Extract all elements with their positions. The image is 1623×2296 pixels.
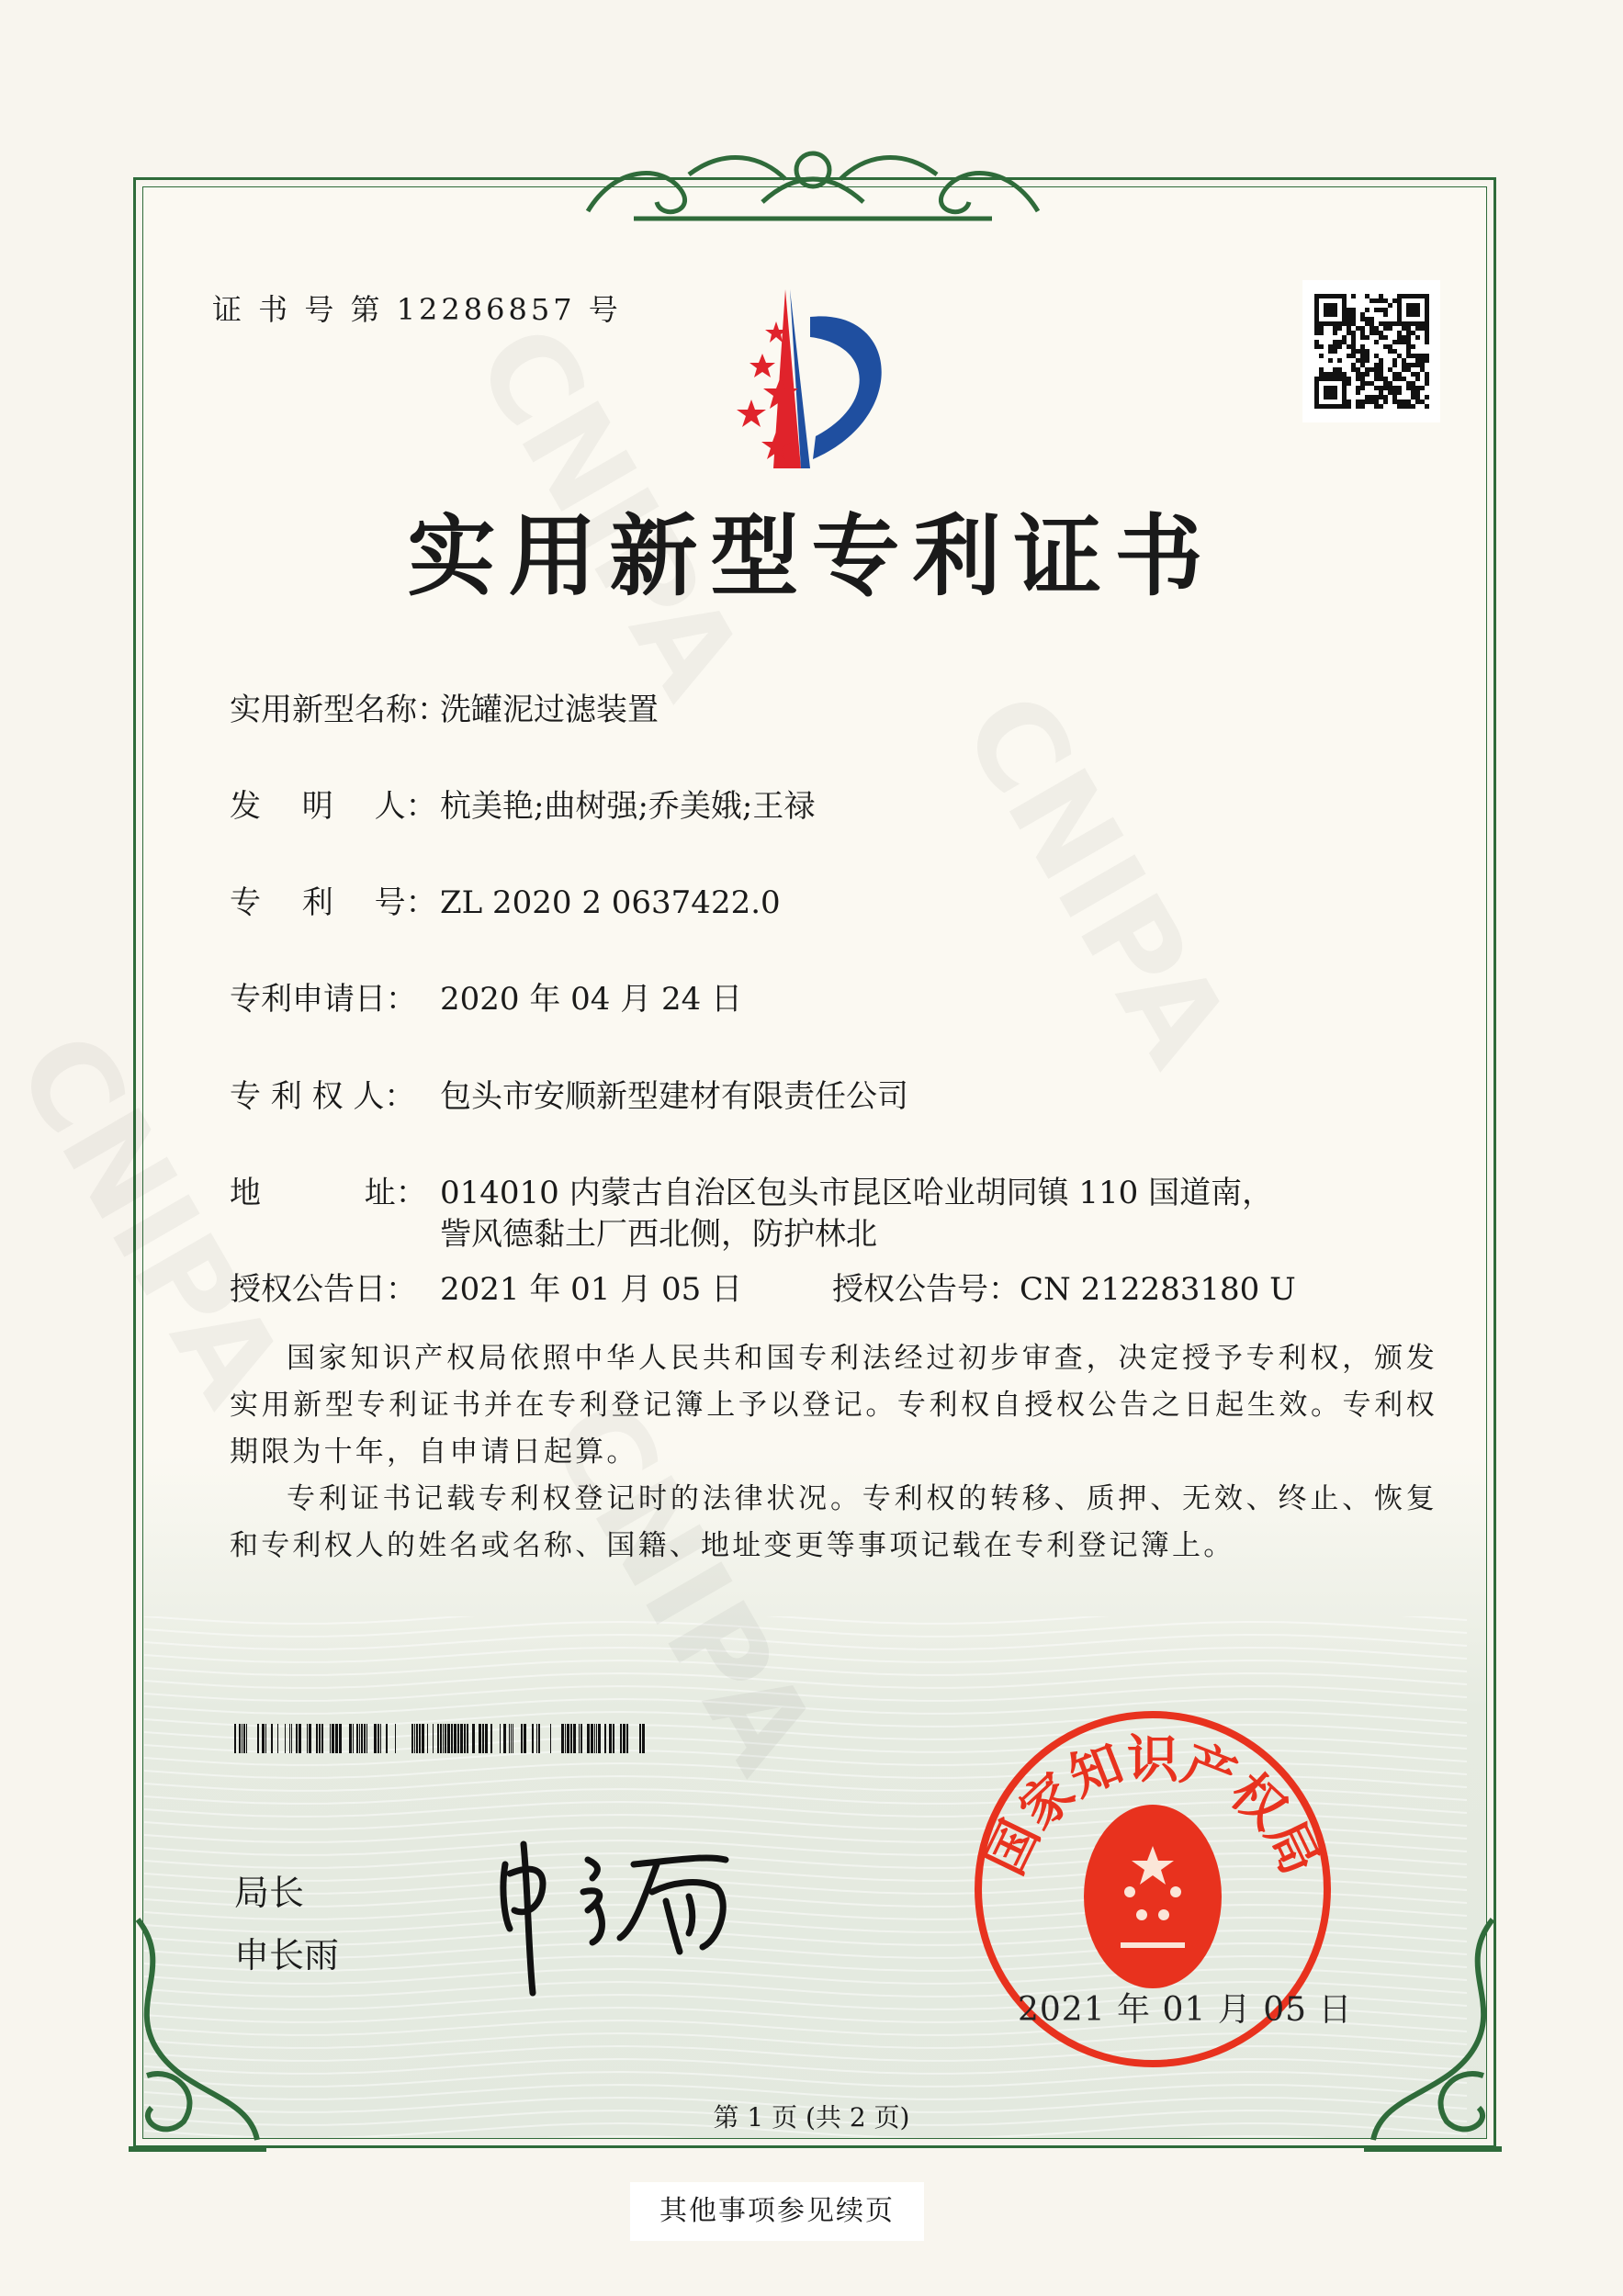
barcode-bar bbox=[411, 1724, 413, 1753]
barcode-bar bbox=[416, 1724, 418, 1753]
barcode-bar bbox=[437, 1724, 439, 1753]
barcode-bar bbox=[339, 1724, 342, 1753]
barcode-bar bbox=[378, 1724, 379, 1753]
signatory-title: 局长 bbox=[234, 1873, 305, 1913]
field-value: 014010 内蒙古自治区包头市昆区哈业胡同镇 110 国道南， bbox=[440, 1175, 1274, 1211]
barcode-bar bbox=[366, 1724, 367, 1753]
field-label: 地 址： bbox=[230, 1175, 427, 1211]
signature bbox=[496, 1837, 845, 2002]
page-number: 第 1 页 (共 2 页) bbox=[713, 2102, 910, 2133]
statement-paragraph: 专利证书记载专利权登记时的法律状况。专利权的转移、质押、无效、终止、恢复和专利权人的姓名或名称、国籍、地址变更等事项记载在专利登记簿上。 bbox=[230, 1482, 1437, 1562]
barcode-bar bbox=[536, 1724, 537, 1753]
field-label: 授权公告日： bbox=[230, 1271, 417, 1308]
barcode-bar bbox=[307, 1724, 308, 1753]
barcode-bar bbox=[299, 1724, 301, 1753]
field-inventors bbox=[230, 781, 815, 826]
barcode-bar bbox=[321, 1724, 323, 1753]
barcode-bar bbox=[573, 1724, 576, 1753]
barcode-bar bbox=[500, 1724, 501, 1753]
barcode-bar bbox=[490, 1724, 492, 1753]
barcode-bar bbox=[511, 1724, 512, 1753]
barcode-bar bbox=[289, 1724, 290, 1753]
barcode-bar bbox=[262, 1724, 265, 1753]
barcode-bar bbox=[440, 1724, 442, 1753]
barcode-bar bbox=[609, 1724, 612, 1753]
barcode-bar bbox=[419, 1724, 421, 1753]
barcode-bar bbox=[565, 1724, 566, 1753]
barcode-bar bbox=[567, 1724, 569, 1753]
field-label: 实用新型名称： bbox=[230, 692, 448, 728]
barcode-bar bbox=[579, 1724, 580, 1753]
seal-text: 国家知识产权局 bbox=[975, 1730, 1331, 1885]
field-value: 杭美艳;曲树强;乔美娥;王禄 bbox=[440, 788, 816, 825]
barcode-bar bbox=[386, 1724, 388, 1753]
field-address-line2: 訾风德黏土厂西北侧，防护林北 bbox=[440, 1216, 877, 1253]
field-patentee bbox=[230, 1071, 908, 1116]
field-label: 专 利 号： bbox=[230, 884, 437, 921]
barcode-bar bbox=[361, 1724, 363, 1753]
barcode-bar bbox=[234, 1724, 236, 1753]
barcode-bar bbox=[485, 1724, 488, 1753]
field-value: ZL 2020 2 0637422.0 bbox=[440, 884, 781, 921]
barcode-bar bbox=[626, 1724, 628, 1753]
field-grant-number bbox=[832, 1264, 1296, 1309]
field-address bbox=[230, 1167, 1273, 1212]
barcode-bar bbox=[509, 1724, 510, 1753]
barcode-bar bbox=[532, 1724, 534, 1753]
barcode-bar bbox=[422, 1724, 424, 1753]
barcode-bar bbox=[364, 1724, 366, 1753]
barcode-bar bbox=[332, 1724, 334, 1753]
barcode-bar bbox=[642, 1724, 645, 1753]
barcode-bar bbox=[472, 1724, 475, 1753]
barcode-bar bbox=[503, 1724, 506, 1753]
barcode-bar bbox=[349, 1724, 352, 1753]
barcode-bar bbox=[587, 1724, 590, 1753]
barcode-bar bbox=[445, 1724, 446, 1753]
barcode-bar bbox=[319, 1724, 321, 1753]
barcode-bar bbox=[271, 1724, 273, 1753]
barcode-bar bbox=[277, 1724, 278, 1753]
barcode-bar bbox=[257, 1724, 259, 1753]
field-patent-number bbox=[230, 877, 781, 922]
barcode-bar bbox=[353, 1724, 354, 1753]
field-value: 洗罐泥过滤装置 bbox=[440, 692, 659, 728]
barcode-bar bbox=[454, 1724, 456, 1753]
barcode-bar bbox=[460, 1724, 463, 1753]
field-label: 授权公告号： bbox=[832, 1271, 1020, 1308]
certificate-number: 证 书 号 第 12286857 号 bbox=[212, 292, 622, 327]
field-value: 2021 年 01 月 05 日 bbox=[440, 1271, 743, 1308]
barcode bbox=[234, 1724, 646, 1753]
barcode-bar bbox=[246, 1724, 247, 1753]
barcode-bar bbox=[296, 1724, 298, 1753]
certificate-statement bbox=[230, 1335, 1437, 1570]
barcode-bar bbox=[639, 1724, 641, 1753]
barcode-bar bbox=[291, 1724, 292, 1753]
barcode-bar bbox=[467, 1724, 468, 1753]
barcode-bar bbox=[447, 1724, 450, 1753]
seal-date: 2021 年 01 月 05 日 bbox=[1018, 1991, 1353, 2029]
barcode-bar bbox=[521, 1724, 523, 1753]
barcode-bar bbox=[482, 1724, 484, 1753]
barcode-bar bbox=[265, 1724, 266, 1753]
barcode-bar bbox=[309, 1724, 311, 1753]
barcode-bar bbox=[356, 1724, 358, 1753]
top-ornament bbox=[579, 138, 1047, 225]
barcode-bar bbox=[464, 1724, 466, 1753]
barcode-bar bbox=[316, 1724, 318, 1753]
statement-paragraph: 国家知识产权局依照中华人民共和国专利法经过初步审查，决定授予专利权，颁发实用新型专利证书并在专利登记簿上予以登记。专利权自授权公告之日起生效。专利权期限为十年，自申请日起算。 bbox=[230, 1342, 1437, 1469]
barcode-bar bbox=[561, 1724, 564, 1753]
barcode-bar bbox=[457, 1724, 459, 1753]
barcode-bar bbox=[359, 1724, 360, 1753]
barcode-bar bbox=[613, 1724, 614, 1753]
barcode-bar bbox=[550, 1724, 551, 1753]
barcode-bar bbox=[623, 1724, 626, 1753]
barcode-bar bbox=[594, 1724, 595, 1753]
field-label: 发 明 人： bbox=[230, 788, 437, 825]
barcode-bar bbox=[330, 1724, 331, 1753]
barcode-bar bbox=[335, 1724, 338, 1753]
barcode-bar bbox=[443, 1724, 444, 1753]
field-grant-date bbox=[230, 1264, 742, 1309]
barcode-bar bbox=[580, 1724, 582, 1753]
qr-code bbox=[1302, 280, 1440, 422]
barcode-bar bbox=[414, 1724, 415, 1753]
barcode-bar bbox=[395, 1724, 396, 1753]
barcode-bar bbox=[243, 1724, 245, 1753]
cnipa-logo bbox=[698, 289, 937, 473]
barcode-bar bbox=[479, 1724, 481, 1753]
field-label: 专 利 权 人： bbox=[230, 1078, 416, 1115]
barcode-bar bbox=[427, 1724, 428, 1753]
barcode-bar bbox=[374, 1724, 377, 1753]
continued-note: 其他事项参见续页 bbox=[630, 2182, 924, 2241]
barcode-bar bbox=[620, 1724, 622, 1753]
barcode-bar bbox=[538, 1724, 540, 1753]
page-title: 实用新型专利证书 bbox=[407, 504, 1216, 608]
barcode-bar bbox=[570, 1724, 572, 1753]
signatory-name: 申长雨 bbox=[234, 1935, 340, 1975]
barcode-bar bbox=[591, 1724, 593, 1753]
barcode-bar bbox=[433, 1724, 434, 1753]
field-label: 专利申请日： bbox=[230, 981, 417, 1018]
barcode-bar bbox=[451, 1724, 453, 1753]
barcode-bar bbox=[598, 1724, 601, 1753]
barcode-bar bbox=[596, 1724, 597, 1753]
field-value: 包头市安顺新型建材有限责任公司 bbox=[440, 1078, 908, 1115]
field-value: CN 212283180 U bbox=[1020, 1271, 1296, 1308]
barcode-bar bbox=[380, 1724, 381, 1753]
barcode-bar bbox=[524, 1724, 526, 1753]
field-application-date bbox=[230, 974, 742, 1019]
barcode-bar bbox=[285, 1724, 286, 1753]
field-value: 2020 年 04 月 24 日 bbox=[440, 981, 743, 1018]
field-name bbox=[230, 684, 659, 729]
barcode-bar bbox=[239, 1724, 241, 1753]
barcode-bar bbox=[604, 1724, 606, 1753]
